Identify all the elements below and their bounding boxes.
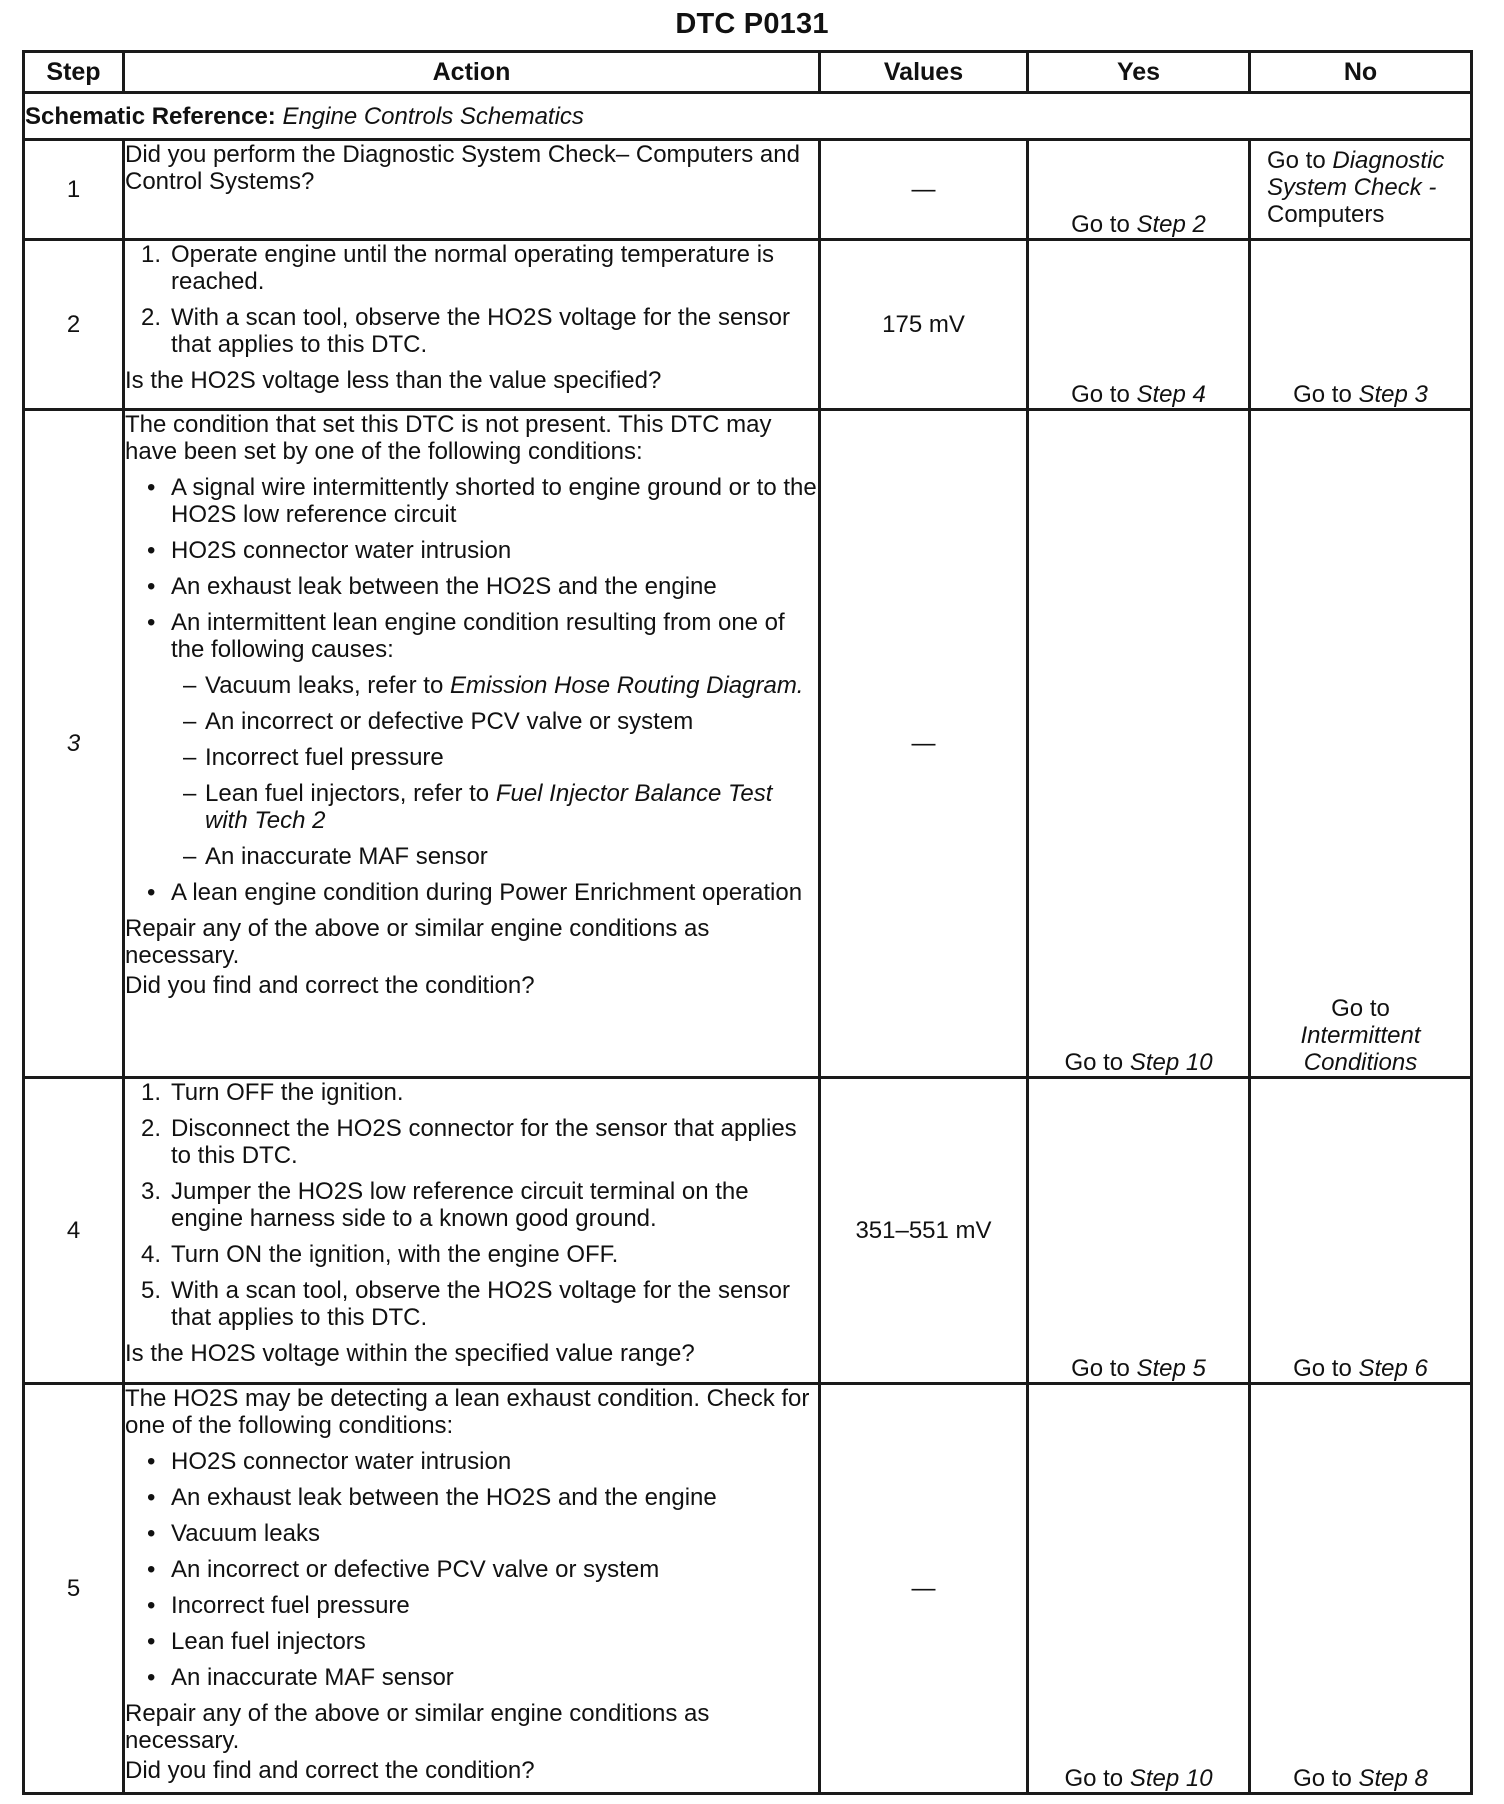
no-prefix: Go to (1267, 147, 1333, 174)
action-cell (124, 410, 820, 1078)
no-prefix: Go to (1293, 1355, 1359, 1382)
question-text: Is the HO2S voltage less than the value specified? (125, 367, 662, 394)
list-item: • A signal wire intermittently shorted to engine ground or to the HO2S low reference circuit (147, 474, 817, 528)
list-item: • An exhaust leak between the HO2S and the engine (147, 1484, 717, 1511)
sub-list-item: – Vacuum leaks, refer to Emission Hose Routing Diagram. (183, 672, 804, 699)
sub-list-item: – Lean fuel injectors, refer to Fuel Injector Balance Test with Tech 2 (183, 780, 773, 834)
question-text: Did you find and correct the condition? (125, 1757, 535, 1784)
injector-balance-link[interactable]: Fuel Injector Balance Test with Tech 2 (205, 780, 773, 834)
step-row-5 (24, 1384, 1472, 1794)
no-link[interactable]: Step 3 (1358, 381, 1428, 408)
step-number: 3 (24, 410, 124, 1078)
yes-link[interactable]: Step 5 (1136, 1355, 1206, 1382)
yes-cell (1028, 1384, 1250, 1794)
action-cell (124, 1384, 820, 1794)
yes-link[interactable]: Step 2 (1136, 211, 1206, 238)
intro-text: The condition that set this DTC is not present. This DTC may have been set by one of the following conditions: (125, 411, 772, 465)
list-item: • A lean engine condition during Power Enrichment operation (147, 879, 803, 906)
question-text: Did you find and correct the condition? (125, 972, 535, 999)
yes-prefix: Go to (1064, 1765, 1130, 1792)
list-item: • An inaccurate MAF sensor (147, 1664, 454, 1691)
value-cell: — (820, 1384, 1028, 1794)
yes-prefix: Go to (1064, 1049, 1130, 1076)
yes-prefix: Go to (1071, 1355, 1137, 1382)
list-item: 2. Disconnect the HO2S connector for the sensor that applies to this DTC. (140, 1115, 797, 1169)
step-number: 5 (24, 1384, 124, 1794)
no-cell (1250, 140, 1472, 240)
no-prefix: Go to (1293, 1765, 1359, 1792)
sub-list-item: – Incorrect fuel pressure (183, 744, 444, 771)
action-cell (124, 240, 820, 410)
yes-cell (1028, 410, 1250, 1078)
list-item: • Lean fuel injectors (147, 1628, 366, 1655)
list-item: • An incorrect or defective PCV valve or system (147, 1556, 660, 1583)
repair-text: Repair any of the above or similar engine conditions as necessary. (125, 1700, 710, 1754)
step-number: 2 (24, 240, 124, 410)
no-suffix: Computers (1267, 201, 1385, 228)
list-item: • HO2S connector water intrusion (147, 537, 512, 564)
yes-prefix: Go to (1071, 381, 1137, 408)
diagnostic-table (22, 50, 1473, 1795)
value-cell: 351–551 mV (820, 1078, 1028, 1384)
no-link[interactable]: Step 8 (1358, 1765, 1428, 1792)
step-row-3 (24, 410, 1472, 1078)
schematic-link[interactable]: Engine Controls Schematics (282, 102, 584, 130)
list-item: 2. With a scan tool, observe the HO2S voltage for the sensor that applies to this DTC. (140, 304, 790, 358)
list-item: • An intermittent lean engine condition resulting from one of the following causes: (147, 609, 785, 663)
header-yes: Yes (1028, 52, 1250, 93)
emission-hose-link[interactable]: Emission Hose Routing Diagram. (450, 672, 804, 699)
header-row (24, 52, 1472, 93)
sub-list-item: – An incorrect or defective PCV valve or system (183, 708, 694, 735)
header-values: Values (820, 52, 1028, 93)
list-item: • An exhaust leak between the HO2S and the engine (147, 573, 717, 600)
no-prefix: Go to (1293, 381, 1359, 408)
action-cell (124, 1078, 820, 1384)
step-number: 1 (24, 140, 124, 240)
no-prefix: Go to (1331, 995, 1390, 1022)
header-action: Action (124, 52, 820, 93)
no-link[interactable]: Intermittent Conditions (1300, 1022, 1421, 1076)
yes-link[interactable]: Step 4 (1136, 381, 1206, 408)
step-row-2 (24, 240, 1472, 410)
header-no: No (1250, 52, 1472, 93)
list-item: 4. Turn ON the ignition, with the engine OFF. (140, 1241, 619, 1268)
yes-cell (1028, 140, 1250, 240)
value-cell: 175 mV (820, 240, 1028, 410)
yes-prefix: Go to (1071, 211, 1137, 238)
schematic-reference (24, 93, 1472, 140)
question-text: Is the HO2S voltage within the specified value range? (125, 1340, 695, 1367)
no-cell (1250, 1078, 1472, 1384)
yes-link[interactable]: Step 10 (1129, 1049, 1213, 1076)
intro-text: The HO2S may be detecting a lean exhaust condition. Check for one of the following conditions: (125, 1385, 810, 1439)
action-cell (124, 140, 820, 240)
schematic-label: Schematic Reference: (25, 102, 276, 130)
value-cell: — (820, 410, 1028, 1078)
list-item: 1. Turn OFF the ignition. (140, 1079, 404, 1106)
list-item: 3. Jumper the HO2S low reference circuit terminal on the engine harness side to a known good ground. (140, 1178, 749, 1232)
step-row-4 (24, 1078, 1472, 1384)
repair-text: Repair any of the above or similar engine conditions as necessary. (125, 915, 710, 969)
no-cell (1250, 240, 1472, 410)
step-number: 4 (24, 1078, 124, 1384)
no-link[interactable]: Diagnostic System Check - (1267, 147, 1445, 201)
value-cell: — (820, 140, 1028, 240)
sub-list-item: – An inaccurate MAF sensor (183, 843, 488, 870)
list-item: 5. With a scan tool, observe the HO2S voltage for the sensor that applies to this DTC. (140, 1277, 790, 1331)
list-item: 1. Operate engine until the normal operating temperature is reached. (140, 241, 775, 295)
no-cell (1250, 410, 1472, 1078)
yes-link[interactable]: Step 10 (1129, 1765, 1213, 1792)
yes-cell (1028, 1078, 1250, 1384)
action-text: Did you perform the Diagnostic System Check– Computers and Control Systems? (125, 141, 800, 195)
list-item: • Vacuum leaks (147, 1520, 320, 1547)
page-title: DTC P0131 (675, 8, 829, 40)
no-link[interactable]: Step 6 (1358, 1355, 1428, 1382)
step-row-1 (24, 140, 1472, 240)
no-cell (1250, 1384, 1472, 1794)
list-item: • HO2S connector water intrusion (147, 1448, 512, 1475)
yes-cell (1028, 240, 1250, 410)
schematic-reference-row (24, 93, 1472, 140)
list-item: • Incorrect fuel pressure (147, 1592, 410, 1619)
header-step: Step (24, 52, 124, 93)
